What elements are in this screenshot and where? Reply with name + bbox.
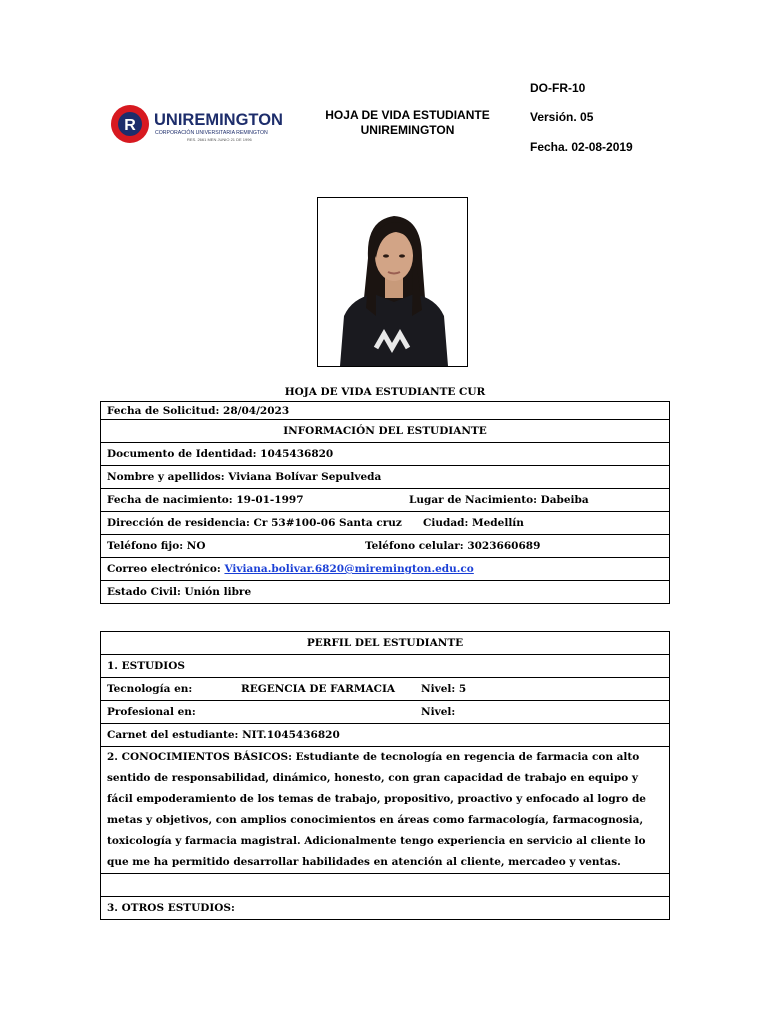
student-info-heading: INFORMACIÓN DEL ESTUDIANTE bbox=[101, 420, 670, 443]
knowledge-line: fácil empoderamiento de los temas de trabajo, propositivo, proactivo y enfocado al logro de bbox=[107, 793, 646, 805]
landline: Teléfono fijo: NO bbox=[107, 540, 206, 552]
phone-row bbox=[107, 535, 663, 557]
student-card: Carnet del estudiante: NIT.1045436820 bbox=[101, 724, 670, 747]
email-row bbox=[101, 558, 670, 581]
mobile-phone: Teléfono celular: 3023660689 bbox=[365, 540, 541, 552]
professional-label: Profesional en: bbox=[107, 706, 196, 718]
email-label: Correo electrónico: bbox=[107, 563, 225, 575]
student-profile-table bbox=[100, 631, 670, 920]
request-date: Fecha de Solicitud: 28/04/2023 bbox=[101, 402, 670, 420]
email-link[interactable]: Viviana.bolivar.6820@miremington.edu.co bbox=[224, 563, 474, 575]
studies-heading: 1. ESTUDIOS bbox=[101, 655, 670, 678]
technology-level: Nivel: 5 bbox=[421, 683, 467, 695]
student-info-table bbox=[100, 401, 670, 604]
form-caption: HOJA DE VIDA ESTUDIANTE CUR bbox=[284, 386, 486, 398]
document-id: Documento de Identidad: 1045436820 bbox=[101, 443, 670, 466]
full-name: Nombre y apellidos: Viviana Bolívar Sepulveda bbox=[101, 466, 670, 489]
logo-brand: UNIREMINGTON bbox=[154, 111, 283, 129]
birth-row bbox=[107, 489, 663, 511]
technology-row bbox=[107, 678, 663, 700]
document-title-line2: UNIREMINGTON bbox=[360, 123, 455, 137]
knowledge-line: 2. CONOCIMIENTOS BÁSICOS: Estudiante de tecnología en regencia de farmacia con alto bbox=[107, 751, 640, 763]
birth-place: Lugar de Nacimiento: Dabeiba bbox=[409, 494, 589, 506]
technology-label: Tecnología en: bbox=[107, 683, 193, 695]
city: Ciudad: Medellín bbox=[423, 517, 524, 529]
logo-mark-letter: R bbox=[124, 117, 136, 134]
knowledge-line: sentido de responsabilidad, dinámico, honesto, con gran capacidad de trabajo en equipo y bbox=[107, 772, 638, 784]
knowledge-line: toxicología y farmacia magistral. Adicionalmente tengo experiencia en servicio al cliente lo bbox=[107, 835, 646, 847]
document-title-line1: HOJA DE VIDA ESTUDIANTE bbox=[325, 108, 490, 122]
other-studies: 3. OTROS ESTUDIOS: bbox=[101, 897, 670, 920]
knowledge-paragraph bbox=[101, 747, 670, 874]
profile-heading: PERFIL DEL ESTUDIANTE bbox=[101, 632, 670, 655]
logo-subtitle: CORPORACIÓN UNIVERSITARIA REMINGTON bbox=[155, 130, 268, 136]
knowledge-line: metas y objetivos, con amplios conocimientos en áreas como farmacología, farmacognosia, bbox=[107, 814, 644, 826]
empty-row bbox=[101, 874, 670, 897]
logo-legal: RES. 2661 MEN JUNIO 21 DE 1996 bbox=[187, 137, 252, 142]
technology-program: REGENCIA DE FARMACIA bbox=[241, 683, 396, 695]
document-version: Versión. 05 bbox=[530, 110, 594, 124]
civil-status: Estado Civil: Unión libre bbox=[101, 581, 670, 604]
document-date: Fecha. 02-08-2019 bbox=[530, 140, 633, 154]
professional-row bbox=[107, 701, 663, 723]
birth-date: Fecha de nacimiento: 19-01-1997 bbox=[107, 494, 304, 506]
document-title bbox=[300, 108, 515, 138]
knowledge-line: que me ha permitido desarrollar habilidades en atención al cliente, mercadeo y ventas. bbox=[107, 856, 621, 868]
address-row bbox=[107, 512, 663, 534]
address: Dirección de residencia: Cr 53#100-06 Santa cruz bbox=[107, 517, 402, 529]
student-photo bbox=[317, 197, 468, 367]
uniremington-logo bbox=[110, 100, 290, 148]
document-code: DO-FR-10 bbox=[530, 81, 586, 95]
professional-level: Nivel: bbox=[421, 706, 456, 718]
